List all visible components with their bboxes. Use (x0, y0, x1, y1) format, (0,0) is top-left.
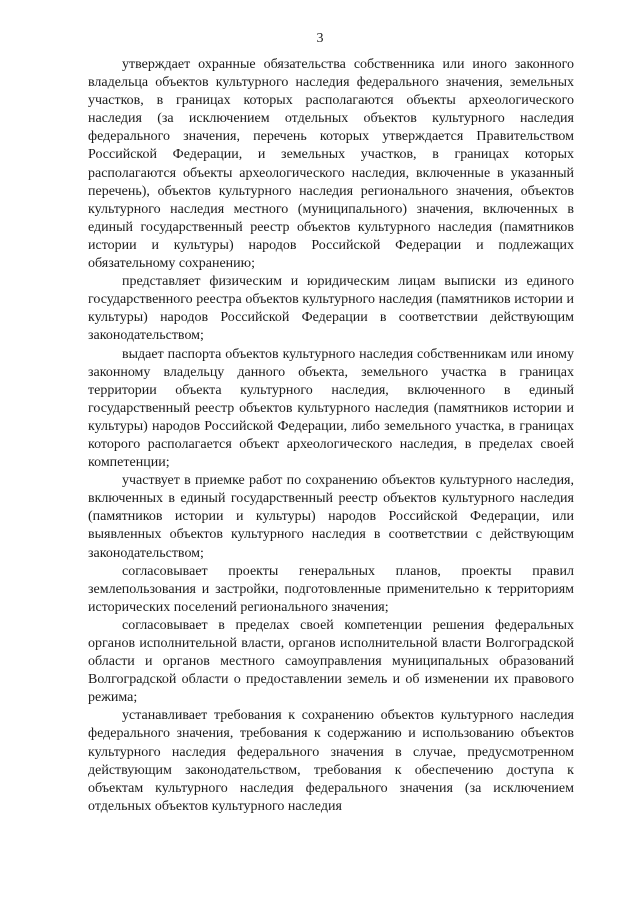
paragraph-sets-requirements: устанавливает требования к сохранению объектов культурного наследия федерального значения, требования к содержанию и использованию объектов культурного наследия федерального значения в случае, предусмотренном действующим законодательством, требования к обеспечению доступа к объектам культурного наследия федерального значения (за исключением отдельных объектов культурного наследия (88, 708, 574, 814)
paragraph-approves-land-decisions: согласовывает в пределах своей компетенции решения федеральных органов исполнительной власти, органов исполнительной власти Волгоградской области и органов местного самоуправления муниципальных образований Волгоградской области о предоставлении земель и об изменении их правового режима; (88, 617, 574, 706)
paragraph-issues-passports: выдает паспорта объектов культурного наследия собственникам или иному законному владельцу данного объекта, земельного участка в границах территории объекта культурного наследия, включенного в единый государственный реестр объектов культурного наследия (памятников истории и культуры) народов Российской Федерации, либо земельного участка, в границах которого располагается объект археологического наследия, в пределах своей компетенции; (88, 346, 574, 471)
paragraph-approves-general-plans: согласовывает проекты генеральных планов, проекты правил землепользования и застройки, подготовленные применительно к территориям исторических поселений регионального значения; (88, 563, 574, 615)
paragraph-approves-protection-obligations: утверждает охранные обязательства собственника или иного законного владельца объектов культурного наследия федерального значения, земельных участков, в границах которых располагаются объекты археологического наследия (за исключением отдельных объектов культурного наследия федерального значения, перечень которых утверждается Правительством Российской Федерации, и земельных участков, в границах которых располагаются объекты археологического наследия, включенные в указанный перечень), объектов культурного наследия регионального значения, объектов культурного наследия местного (муниципального) значения, включенных в единый государственный реестр объектов культурного наследия (памятников истории и культуры) народов Российской Федерации и подлежащих обязательному сохранению; (88, 57, 574, 272)
document-body (88, 56, 574, 816)
paragraph-provides-registry-extracts: представляет физическим и юридическим лицам выписки из единого государственного реестра объектов культурного наследия (памятников истории и культуры) народов Российской Федерации в соответствии действующим законодательством; (88, 274, 574, 344)
page-number: 3 (316, 31, 324, 46)
paragraph-participates-in-acceptance: участвует в приемке работ по сохранению объектов культурного наследия, включенных в единый государственный реестр объектов культурного наследия (памятников истории и культуры) народов Российской Федерации, или выявленных объектов культурного наследия в соответствии с действующим законодательством; (88, 473, 574, 561)
